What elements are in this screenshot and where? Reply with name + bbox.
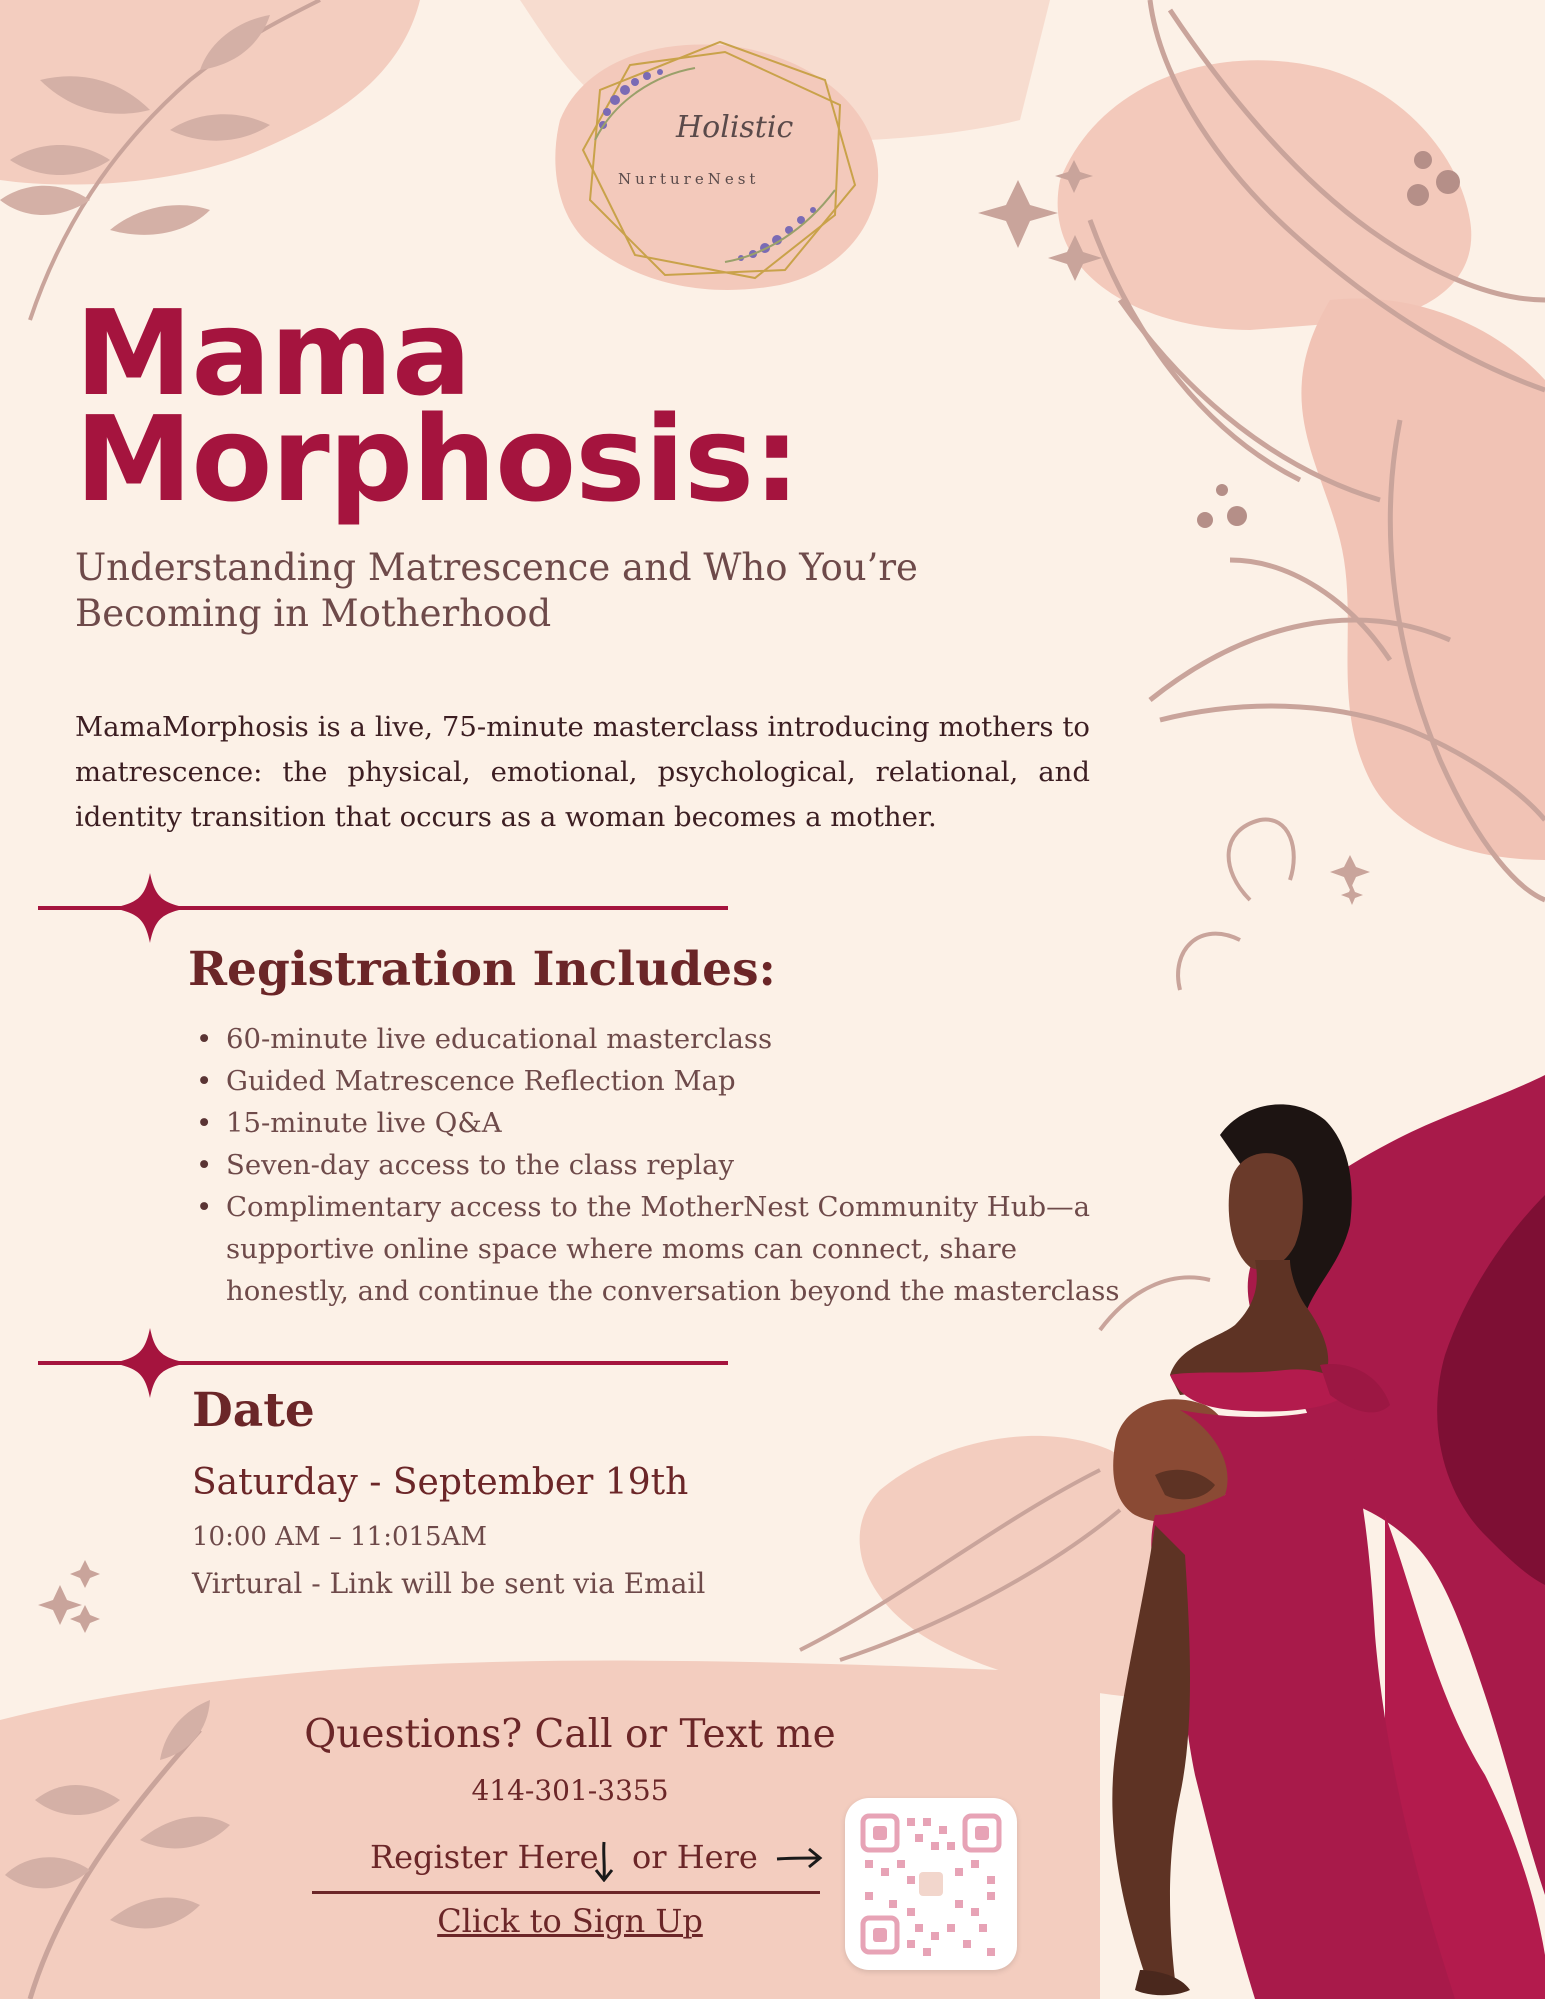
subtitle-line-1: Understanding Matrescence and Who You’re	[75, 546, 918, 589]
subtitle-line-2: Becoming in Motherhood	[75, 592, 552, 635]
date-heading: Date	[192, 1383, 315, 1438]
event-date: Saturday - September 19th	[192, 1462, 689, 1503]
section-divider	[38, 1328, 728, 1398]
list-item: • Seven-day access to the class replay	[188, 1144, 1128, 1186]
title-line-1: Mama	[75, 284, 471, 422]
register-underline	[312, 1891, 820, 1894]
arrow-down-icon	[592, 1840, 616, 1882]
description-paragraph: MamaMorphosis is a live, 75-minute masterclass introducing mothers to matrescence: the physical, emotional, psychological, relational, and identity transition that occurs as a woman becomes a mother.	[75, 711, 1090, 833]
list-item: • Complimentary access to the MotherNest Community Hub—a supportive online space where moms can connect, share honestly, and continue the conversation beyond the masterclass	[188, 1186, 1128, 1312]
event-location: Virtural - Link will be sent via Email	[192, 1567, 706, 1600]
woman-in-red-gown-photo	[1085, 1075, 1545, 1999]
qr-code[interactable]	[845, 1798, 1017, 1970]
page-subtitle	[75, 545, 975, 637]
phone-number[interactable]: 414-301-3355	[471, 1774, 669, 1807]
list-item: • 60-minute live educational masterclass	[188, 1018, 1128, 1060]
or-here-label: or Here	[632, 1838, 758, 1876]
title-line-2: Morphosis:	[75, 390, 800, 528]
section-divider	[38, 873, 728, 943]
register-row	[310, 1832, 830, 1882]
questions-heading: Questions? Call or Text me	[304, 1712, 836, 1757]
registration-heading: Registration Includes:	[188, 942, 776, 997]
registration-list	[188, 1018, 1128, 1312]
page-title	[75, 284, 800, 528]
list-item: • Guided Matrescence Reflection Map	[188, 1060, 1128, 1102]
arrow-right-icon	[775, 1846, 823, 1870]
list-item: • 15-minute live Q&A	[188, 1102, 1128, 1144]
logo-script-text: Holistic	[676, 110, 794, 145]
qr-code-pattern	[845, 1798, 1017, 1970]
logo-brand-text: NurtureNest	[618, 170, 760, 188]
logo-frame	[555, 30, 885, 290]
sign-up-link[interactable]: Click to Sign Up	[437, 1902, 703, 1940]
register-here-label: Register Here	[370, 1838, 599, 1876]
event-time: 10:00 AM – 11:015AM	[192, 1522, 487, 1552]
